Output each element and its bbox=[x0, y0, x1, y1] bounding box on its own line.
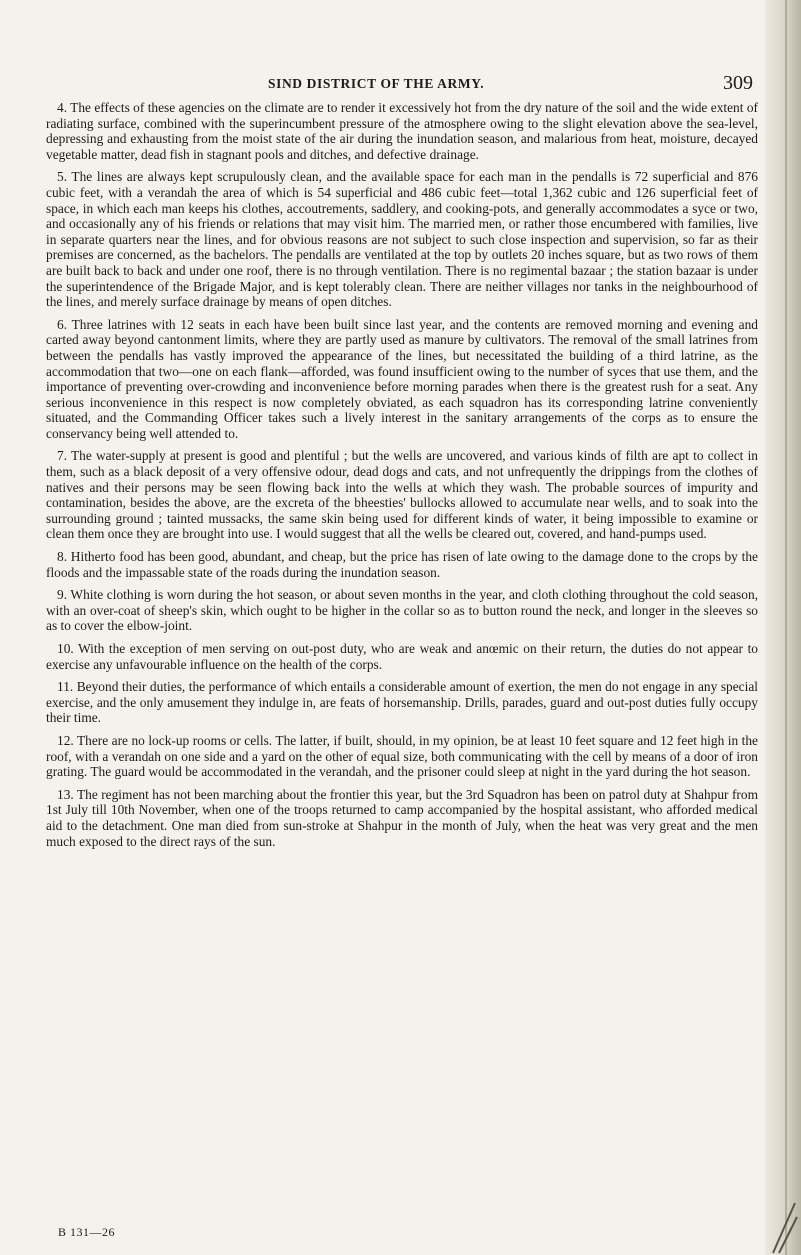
printer-signature: B 131—26 bbox=[58, 1225, 116, 1239]
binding-crease bbox=[785, 0, 787, 1255]
paragraph-8: 8. Hitherto food has been good, abundant, and cheap, but the price has risen of late owing to the damage done to the crops by the floods and the impassable state of the roads during the inundation season. bbox=[46, 549, 758, 580]
paragraph-9: 9. White clothing is worn during the hot season, or about seven months in the year, and cloth clothing throughout the cold season, with an over-coat of sheep's skin, which ought to be higher in the collar so as to button round the neck, and longer in the sleeves so as to cover the elbow-joint. bbox=[46, 587, 758, 634]
paragraph-7: 7. The water-supply at present is good and plentiful ; but the wells are uncovered, and various kinds of filth are apt to collect in them, such as a black deposit of a very offensive odour, dead dogs and cats, and not unfrequently the drippings from the clothes of natives and their persons may be seen flowing back into the wells at which they wash. The probable sources of impurity and contamination, besides the above, are the excreta of the bheesties' bullocks allowed to accumulate near wells, and to soak into the surrounding ground ; tainted mussacks, the same skin being used for different kinds of water, it being impossible to examine or clean them once they are brought into use. I would suggest that all the wells be cleared out, covered, and hand-pumps used. bbox=[46, 448, 758, 542]
paragraph-6: 6. Three latrines with 12 seats in each have been built since last year, and the contents are removed morning and evening and carted away beyond cantonment limits, where they are partly used as manure by cultivators. The removal of the small latrines from between the pendalls has vastly improved the appearance of the lines, but necessitated the building of a third latrine, as the accommodation that two—one on each flank—afforded, was found insufficient owing to the number of syces that use them, and the importance of preventing over-crowding and inconvenience before morning parades when there is the greatest rush for a seat. Any serious inconvenience in this respect is now completely obviated, as each squadron has its corresponding latrine conveniently situated, and the Commanding Officer takes such a lively interest in the sanitary arrangements of the corps as to ensure the conservancy being well attended to. bbox=[46, 316, 758, 441]
page-binding-edge bbox=[765, 0, 801, 1255]
binding-corner-mark bbox=[769, 1195, 799, 1255]
paragraph-10: 10. With the exception of men serving on out-post duty, who are weak and anœmic on their return, the duties do not appear to exercise any unfavourable influence on the health of the corps. bbox=[46, 641, 758, 672]
paragraph-4: 4. The effects of these agencies on the climate are to render it excessively hot from the dry nature of the soil and the wide extent of radiating surface, combined with the superincumbent pressure of the atmosphere owing to the slight elevation above the sea-level, depressing and exhausting from the moist state of the air during the inundation season, and malarious from heat, moisture, decayed vegetable matter, dead fish in stagnant pools and ditches, and defective drainage. bbox=[46, 100, 758, 162]
paragraph-11: 11. Beyond their duties, the performance of which entails a considerable amount of exertion, the men do not engage in any special exercise, and the only amusement they indulge in, are feats of horsemanship. Drills, parades, guard and out-post duties fully occupy their time. bbox=[46, 679, 758, 726]
page-number: 309 bbox=[723, 72, 753, 94]
paragraph-5: 5. The lines are always kept scrupulously clean, and the available space for each man in the pendalls is 72 superficial and 876 cubic feet, with a verandah the area of which is 54 superficial and 486 cubic feet—total 1,362 cubic and 126 superficial feet of space, in which each man keeps his clothes, accoutrements, saddlery, and cooking-pots, and generally accommodates a syce or two, and occasionally any of his friends or relations that may visit him. The married men, or rather those encumbered with families, live in separate quarters near the lines, and for obvious reasons are not subject to such close inspection and supervision, so far as their premises are concerned, as the bachelors. The pendalls are ventilated at the top by outlets 20 inches square, but as two rows of them are built back to back and under one roof, there is no through ventilation. There is no regimental bazaar ; the station bazaar is under the superintendence of the Brigade Major, and is kept tolerably clean. There are neither villages nor tanks in the neighbourhood of the lines, and merely surface drainage by means of open ditches. bbox=[46, 169, 758, 310]
page-header bbox=[268, 72, 753, 98]
paragraph-12: 12. There are no lock-up rooms or cells. The latter, if built, should, in my opinion, be at least 10 feet square and 12 feet high in the roof, with a verandah on one side and a yard on the other of equal size, both communicating with the cell by means of a door of iron grating. The guard would be accommodated in the verandah, and the prisoner could sleep at night in the yard during the hot season. bbox=[46, 732, 758, 780]
running-title: SIND DISTRICT OF THE ARMY. bbox=[268, 76, 485, 91]
paragraph-13: 13. The regiment has not been marching about the frontier this year, but the 3rd Squadron has been on patrol duty at Shahpur from 1st July till 10th November, when one of the troops returned to camp accompanied by the hospital assistant, who afforded medical aid to the detachment. One man died from sun-stroke at Shahpur in the month of July, when the heat was very great and the men much exposed to the direct rays of the sun. bbox=[46, 786, 758, 849]
body-text bbox=[46, 100, 758, 856]
